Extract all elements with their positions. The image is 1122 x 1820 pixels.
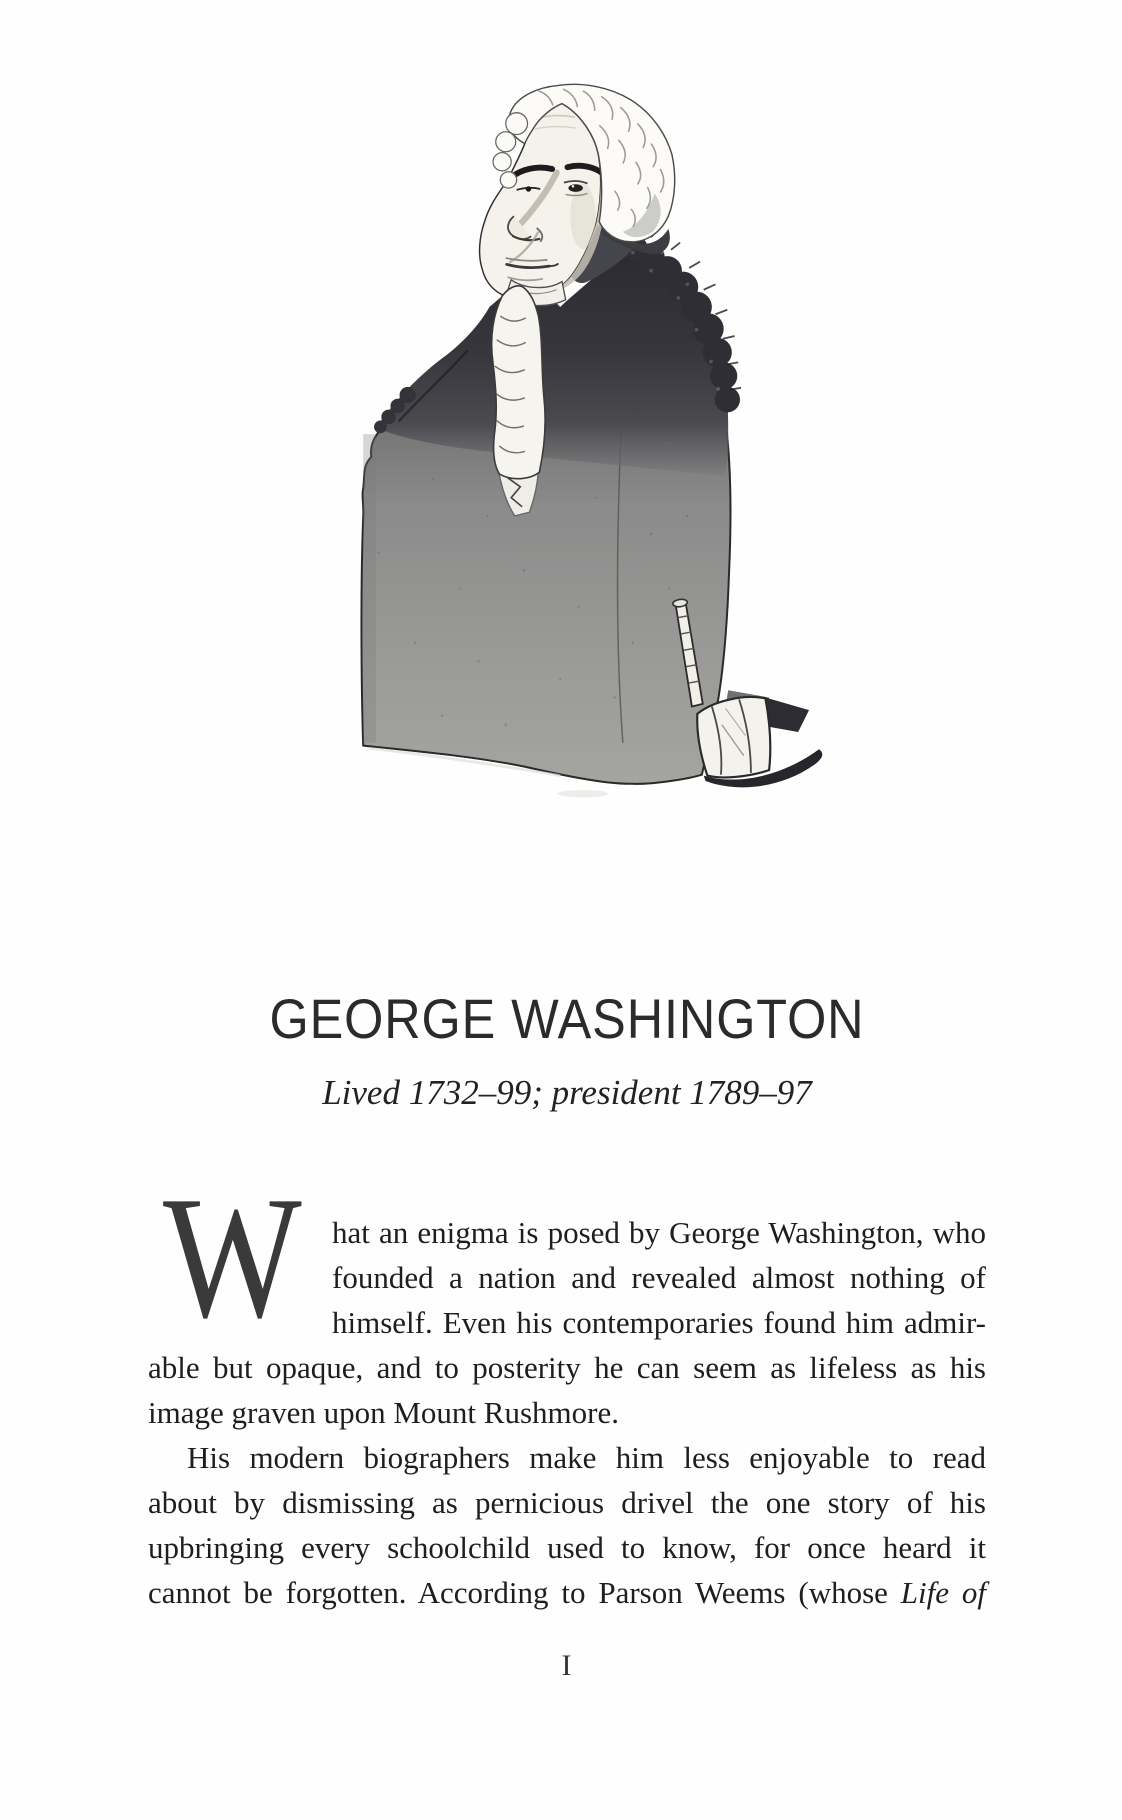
body-line: hat an enigma is posed by George Washington, who — [332, 1215, 986, 1250]
chapter-title: GEORGE WASHINGTON — [269, 987, 865, 1050]
chapter-subtitle: Lived 1732–99; president 1789–97 — [322, 1073, 812, 1112]
body-line-text: cannot be forgotten. According to Parson Weems (whose — [148, 1575, 888, 1610]
body-line: founded a nation and revealed almost nothing of — [332, 1260, 986, 1295]
ground-smudge — [558, 790, 609, 797]
body-line: image graven upon Mount Rushmore. — [148, 1395, 619, 1430]
washington-illustration — [265, 80, 860, 870]
book-title-fragment: Life of — [900, 1575, 986, 1610]
body-line: able but opaque, and to posterity he can seem as lifeless as his — [148, 1350, 986, 1385]
body-line — [148, 1570, 986, 1615]
page-number: I — [561, 1649, 573, 1682]
drop-cap: W — [163, 1160, 302, 1354]
body-text — [148, 1210, 986, 1615]
washington-caricature-svg — [265, 80, 860, 870]
body-line: His modern biographers make him less enjoyable to read — [187, 1440, 986, 1475]
body-line: upbringing every schoolchild used to know, for once heard it — [148, 1530, 986, 1565]
body-line: about by dismissing as pernicious drivel the one story of his — [148, 1485, 986, 1520]
body-line: himself. Even his contemporaries found him admir- — [332, 1305, 986, 1340]
